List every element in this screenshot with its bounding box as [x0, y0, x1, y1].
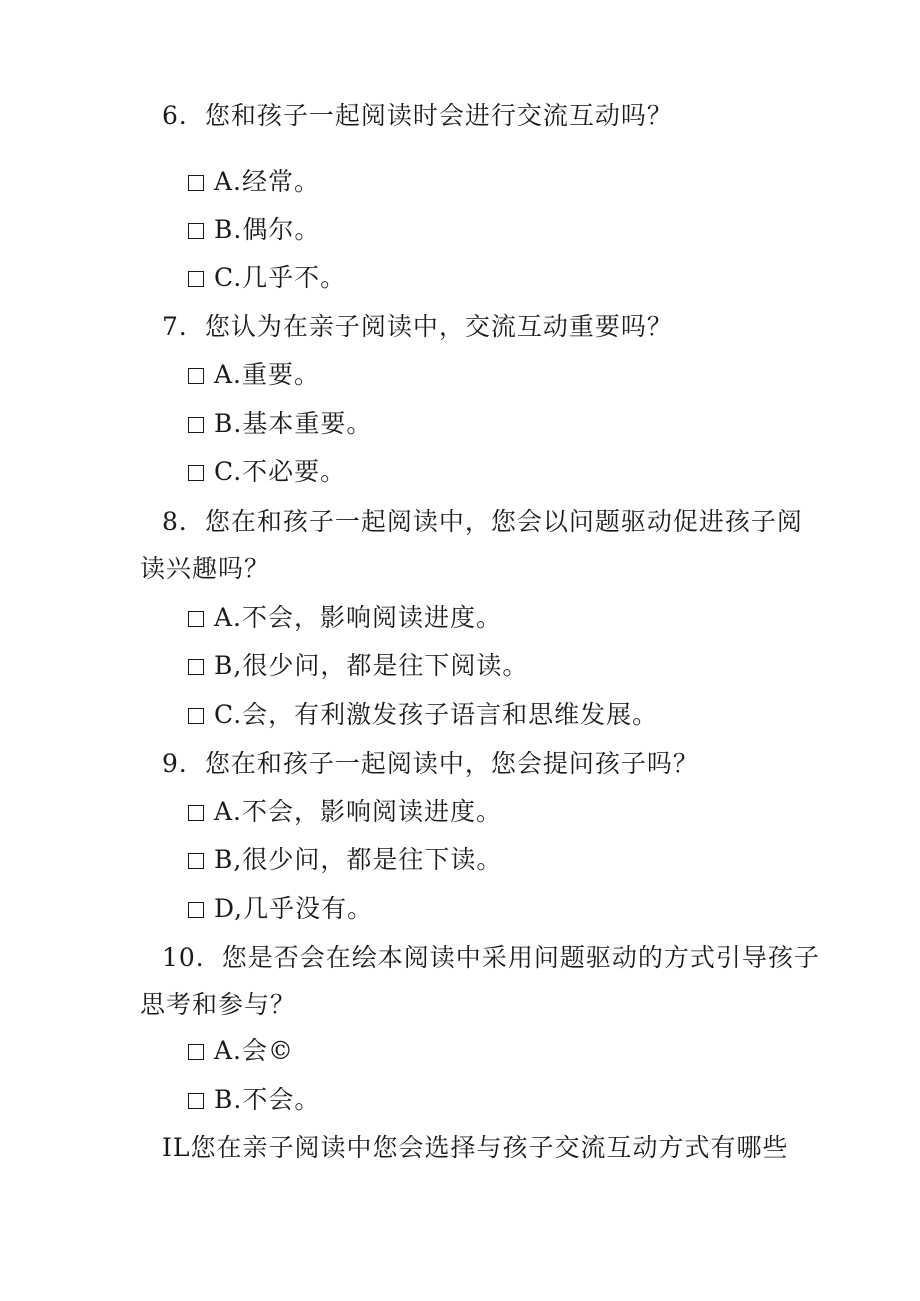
- checkbox-icon[interactable]: [188, 902, 204, 918]
- checkbox-icon[interactable]: [188, 853, 204, 869]
- q8-option-a-label: A.不会，影响阅读进度。: [214, 603, 503, 632]
- checkbox-icon[interactable]: [188, 1044, 204, 1060]
- question-8: 8．您在和孩子一起阅读中，您会以问题驱动促进孩子阅: [162, 507, 803, 536]
- checkbox-icon[interactable]: [188, 368, 204, 384]
- question-8-continued: 读兴趣吗？: [140, 554, 271, 583]
- q10-option-b[interactable]: [188, 1085, 320, 1115]
- q8-option-b[interactable]: [188, 651, 528, 681]
- q9-option-a-label: A.不会，影响阅读进度。: [214, 797, 503, 826]
- checkbox-icon[interactable]: [188, 1093, 204, 1109]
- q10-option-b-label: B.不会。: [214, 1085, 321, 1114]
- checkbox-icon[interactable]: [188, 417, 204, 433]
- checkbox-icon[interactable]: [188, 708, 204, 724]
- checkbox-icon[interactable]: [188, 175, 204, 191]
- q7-option-a-label: A.重要。: [214, 360, 321, 389]
- checkbox-icon[interactable]: [188, 611, 204, 627]
- question-7: 7．您认为在亲子阅读中，交流互动重要吗？: [162, 312, 673, 341]
- q9-option-a[interactable]: [188, 797, 502, 827]
- q6-option-a-label: A.经常。: [214, 167, 321, 196]
- q6-option-b-label: B.偶尔。: [214, 215, 321, 244]
- question-6: 6．您和孩子一起阅读时会进行交流互动吗？: [162, 101, 673, 130]
- q10-option-a-label: A.会©: [214, 1036, 295, 1065]
- q9-option-b-label: B,很少问，都是往下读。: [214, 845, 503, 874]
- q9-option-d-label: D,几乎没有。: [214, 894, 374, 923]
- q9-option-b[interactable]: [188, 845, 502, 875]
- q6-option-c-label: C.几乎不。: [214, 263, 347, 292]
- q8-option-c[interactable]: [188, 700, 658, 730]
- q9-option-d[interactable]: [188, 894, 373, 924]
- q7-option-b[interactable]: [188, 409, 372, 439]
- question-10: 10．您是否会在绘本阅读中采用问题驱动的方式引导孩子: [162, 943, 820, 972]
- q7-option-a[interactable]: [188, 360, 320, 390]
- question-10-continued: 思考和参与？: [140, 990, 297, 1019]
- checkbox-icon[interactable]: [188, 465, 204, 481]
- checkbox-icon[interactable]: [188, 223, 204, 239]
- q8-option-b-label: B,很少问，都是往下阅读。: [214, 651, 529, 680]
- q6-option-c[interactable]: [188, 263, 346, 293]
- question-11: IL您在亲子阅读中您会选择与孩子交流互动方式有哪些: [162, 1133, 789, 1162]
- q10-option-a[interactable]: [188, 1036, 294, 1066]
- checkbox-icon[interactable]: [188, 805, 204, 821]
- checkbox-icon[interactable]: [188, 271, 204, 287]
- q8-option-a[interactable]: [188, 603, 502, 633]
- q7-option-b-label: B.基本重要。: [214, 409, 373, 438]
- q6-option-b[interactable]: [188, 215, 320, 245]
- checkbox-icon[interactable]: [188, 659, 204, 675]
- q8-option-c-label: C.会，有利激发孩子语言和思维发展。: [214, 700, 659, 729]
- q7-option-c-label: C.不必要。: [214, 457, 347, 486]
- q7-option-c[interactable]: [188, 457, 346, 487]
- question-9: 9．您在和孩子一起阅读中，您会提问孩子吗？: [162, 749, 699, 778]
- q6-option-a[interactable]: [188, 167, 320, 197]
